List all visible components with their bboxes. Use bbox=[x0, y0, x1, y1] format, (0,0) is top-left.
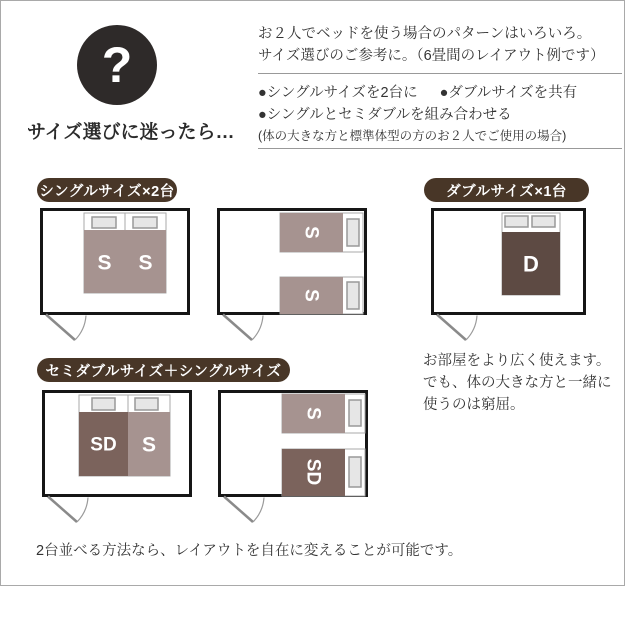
door-leaf-icon bbox=[224, 497, 253, 523]
footer-caption: 2台並べる方法なら、レイアウトを自在に変えることが可能です。 bbox=[36, 543, 463, 559]
double-note-line-3: 使うのは窮屈。 bbox=[423, 397, 525, 413]
badge-single-x2: シングルサイズ×2台 bbox=[37, 178, 177, 202]
door-swing-arc-icon bbox=[252, 316, 263, 341]
pillow-icon bbox=[532, 216, 555, 227]
door-leaf-icon bbox=[437, 315, 466, 341]
double-size-note bbox=[423, 350, 623, 416]
bed-label-single: S bbox=[302, 407, 324, 420]
question-mark-icon bbox=[77, 25, 157, 105]
bullet-row bbox=[258, 82, 622, 104]
double-note-line-1: お部屋をより広く使えます。 bbox=[423, 353, 611, 369]
badge-double-x1: ダブルサイズ×1台 bbox=[424, 178, 589, 202]
bed-label-double: D bbox=[523, 251, 539, 277]
door-swing-arc-icon bbox=[253, 498, 264, 523]
bed-label-single: S bbox=[300, 226, 322, 239]
pillow-icon bbox=[349, 400, 361, 426]
double-note-line-2: でも、体の大きな方と一緒に bbox=[423, 375, 612, 391]
room-diagram-semidouble-single-separate bbox=[218, 390, 374, 532]
lead-paragraph bbox=[258, 23, 622, 67]
room-diagram-two-singles-separate bbox=[217, 208, 373, 348]
bullet-double-share: ●ダブルサイズを共有 bbox=[439, 85, 578, 101]
door-swing-arc-icon bbox=[77, 498, 88, 523]
badge-semidouble-plus-single: セミダブルサイズ＋シングルサイズ bbox=[37, 358, 290, 382]
bed-label-semidouble: SD bbox=[302, 458, 324, 486]
pillow-icon bbox=[135, 398, 158, 410]
door-swing-arc-icon bbox=[466, 316, 477, 341]
room-diagram-two-singles-joined bbox=[40, 208, 196, 348]
bed-label-single: S bbox=[141, 433, 157, 457]
door-swing-arc-icon bbox=[75, 316, 86, 341]
bed-label-single: S bbox=[138, 251, 153, 275]
divider-bottom bbox=[258, 148, 622, 149]
pattern-bullet-list bbox=[258, 82, 622, 146]
divider-top bbox=[258, 73, 622, 74]
pillow-icon bbox=[92, 398, 115, 410]
room-diagram-one-double bbox=[431, 208, 589, 348]
pillow-icon bbox=[349, 457, 361, 487]
bed-label-single: S bbox=[300, 289, 322, 302]
bullet-note: (体の大きな方と標準体型の方のお２人でご使用の場合) bbox=[258, 129, 567, 143]
pillow-icon bbox=[133, 217, 157, 228]
bed-label-semidouble: SD bbox=[90, 434, 117, 456]
bullet-combine: ●シングルとセミダブルを組み合わせる bbox=[258, 107, 512, 123]
intro-title: サイズ選びに迷ったら… bbox=[27, 122, 235, 143]
bullet-single-x2: ●シングルサイズを2台に bbox=[258, 85, 418, 101]
door-leaf-icon bbox=[48, 497, 77, 523]
pillow-icon bbox=[92, 217, 116, 228]
pillow-icon bbox=[347, 282, 359, 309]
bed-label-single: S bbox=[97, 251, 112, 275]
pillow-icon bbox=[347, 219, 359, 246]
question-mark-glyph: ? bbox=[101, 37, 133, 93]
pillow-icon bbox=[505, 216, 528, 227]
door-leaf-icon bbox=[223, 315, 252, 341]
lead-line-2: サイズ選びのご参考に。（6畳間のレイアウト例です） bbox=[258, 48, 605, 64]
lead-line-1: お２人でベッドを使う場合のパターンはいろいろ。 bbox=[258, 26, 592, 42]
door-leaf-icon bbox=[46, 315, 75, 341]
room-diagram-semidouble-single-joined bbox=[42, 390, 198, 532]
